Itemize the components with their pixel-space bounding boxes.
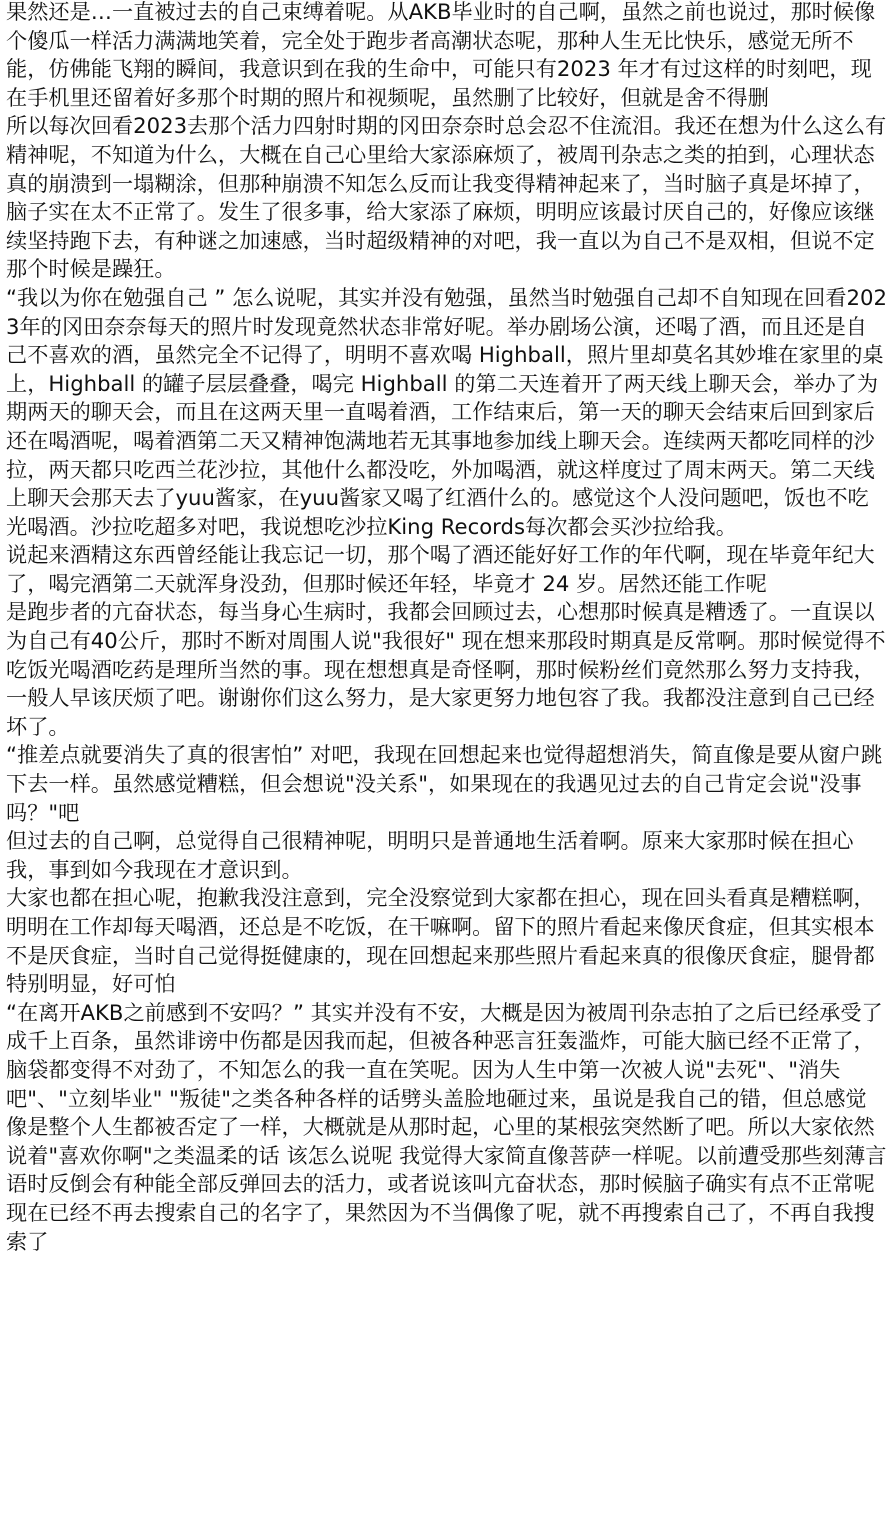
paragraph-5: 是跑步者的亢奋状态，每当身心生病时，我都会回顾过去，心想那时候真是糟透了。一直误以为自己有40公斤，那时不断对周围人说"我很好" 现在想来那段时期真是反常啊。那时候觉得不吃饭光喝酒吃药是理所当然的事。现在想想真是奇怪啊，那时候粉丝们竟然那么努力支持我，一般人早该厌烦了吧。谢谢你们这么努力，是大家更努力地包容了我。我都没注意到自己已经坏了。 xyxy=(6,599,886,739)
paragraph-7: 但过去的自己啊，总觉得自己很精神呢，明明只是普通地生活着啊。原来大家那时候在担心我，事到如今我现在才意识到。 xyxy=(6,828,854,882)
paragraph-6: “推差点就要消失了真的很害怕” 对吧，我现在回想起来也觉得超想消失，简直像是要从窗户跳下去一样。虽然感觉糟糕，但会想说"没关系"，如果现在的我遇见过去的自己肯定会说"没事吗？"吧 xyxy=(6,742,883,825)
paragraph-10: 现在已经不再去搜索自己的名字了，果然因为不当偶像了呢，就不再搜索自己了，不再自我搜索了 xyxy=(6,1199,875,1254)
paragraph-3: “我以为你在勉强自己 ” 怎么说呢，其实并没有勉强，虽然当时勉强自己却不自知现在回看2023年的冈田奈奈每天的照片时发现竟然状态非常好呢。举办剧场公演，还喝了酒，而且还是自己不喜欢的酒，虽然完全不记得了，明明不喜欢喝 Highball，照片里却莫名其妙堆在家里的桌上，Highball 的罐子层层叠叠，喝完 Highball 的第二天连着开了两天线上聊天会，举办了为期两天的聊天会，而且在这两天里一直喝着酒，工作结束后，第一天的聊天会结束后回到家后还在喝酒呢，喝着酒第二天又精神饱满地若无其事地参加线上聊天会。连续两天都吃同样的沙拉，两天都只吃西兰花沙拉，其他什么都没吃，外加喝酒，就这样度过了周末两天。第二天线上聊天会那天去了yuu酱家，在yuu酱家又喝了红酒什么的。感觉这个人没问题吧，饭也不吃光喝酒。沙拉吃超多对吧，我说想吃沙拉King Records每次都会买沙拉给我。 xyxy=(6,284,887,539)
paragraph-9: “在离开AKB之前感到不安吗？” 其实并没有不安，大概是因为被周刊杂志拍了之后已经承受了成千上百条，虽然诽谤中伤都是因我而起，但被各种恶言狂轰滥炸，可能大脑已经不正常了，脑袋都变得不对劲了，不知怎么的我一直在笑呢。因为人生中第一次被人说"去死"、"消失吧"、"立刻毕业" "叛徒"之类各种各样的话劈头盖脸地砸过来，虽说是我自己的错，但总感觉像是整个人生都被否定了一样，大概就是从那时起，心里的某根弦突然断了吧。所以大家依然说着"喜欢你啊"之类温柔的话 该怎么说呢 我觉得大家简直像菩萨一样呢。以前遭受那些刻薄言语时反倒会有种能全部反弹回去的活力，或者说该叫亢奋状态，那时候脑子确实有点不正常呢 xyxy=(6,999,887,1197)
paragraph-8: 大家也都在担心呢，抱歉我没注意到，完全没察觉到大家都在担心，现在回头看真是糟糕啊，明明在工作却每天喝酒，还总是不吃饭，在干嘛啊。留下的照片看起来像厌食症，但其实根本不是厌食症，当时自己觉得挺健康的，现在回想起来那些照片看起来真的很像厌食症，腿骨都特别明显，好可怕 xyxy=(6,885,875,997)
paragraph-4: 说起来酒精这东西曾经能让我忘记一切，那个喝了酒还能好好工作的年代啊，现在毕竟年纪大了，喝完酒第二天就浑身没劲，但那时候还年轻，毕竟才 24 岁。居然还能工作呢 xyxy=(6,542,875,596)
paragraph-2: 所以每次回看2023去那个活力四射时期的冈田奈奈时总会忍不住流泪。我还在想为什么这么有精神呢，不知道为什么，大概在自己心里给大家添麻烦了，被周刊杂志之类的拍到，心理状态真的崩溃到一塌糊涂，但那种崩溃不知怎么反而让我变得精神起来了，当时脑子真是坏掉了，脑子实在太不正常了。发生了很多事，给大家添了麻烦，明明应该最讨厌自己的，好像应该继续坚持跑下去，有种谜之加速感，当时超级精神的对吧，我一直以为自己不是双相，但说不定那个时候是躁狂。 xyxy=(6,113,887,282)
paragraph-1: 果然还是…一直被过去的自己束缚着呢。从AKB毕业时的自己啊，虽然之前也说过，那时候像个傻瓜一样活力满满地笑着，完全处于跑步者高潮状态呢，那种人生无比快乐，感觉无所不能，仿佛能飞翔的瞬间，我意识到在我的生命中，可能只有2023 年才有过这样的时刻吧，现在手机里还留着好多那个时期的照片和视频呢，虽然删了比较好，但就是舍不得删 xyxy=(6,0,876,110)
